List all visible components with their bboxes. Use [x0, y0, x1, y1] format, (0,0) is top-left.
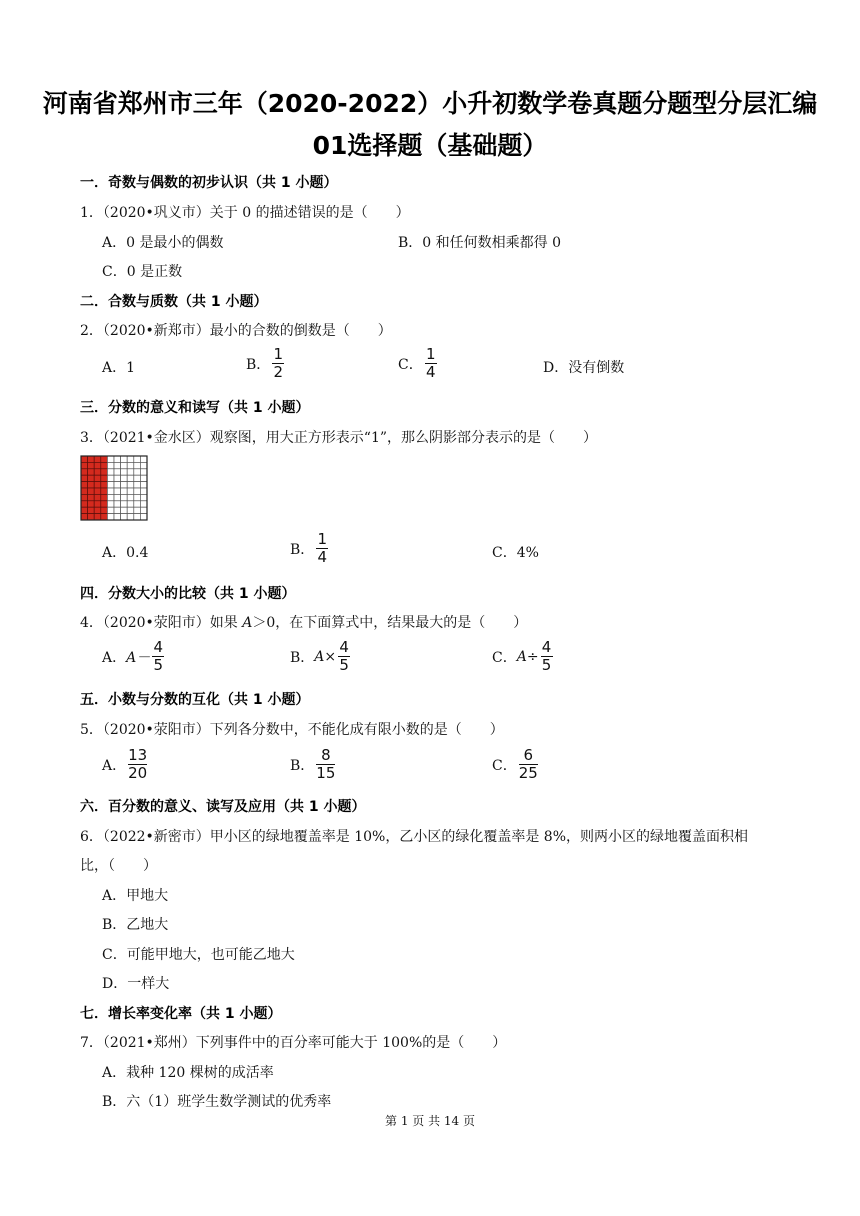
shaded-cell	[94, 456, 101, 462]
grid-cell	[121, 507, 128, 513]
fraction	[519, 747, 538, 782]
question-stem-line2: 比，（ ）	[80, 858, 157, 874]
shaded-cell	[88, 469, 95, 475]
grid-cell	[134, 488, 141, 494]
grid-cell	[107, 482, 114, 488]
expression: A÷	[516, 648, 539, 665]
variable: A	[242, 615, 253, 631]
grid-cell	[140, 488, 147, 494]
grid-cell	[107, 488, 114, 494]
shaded-cell	[81, 488, 88, 494]
shaded-cell	[94, 501, 101, 507]
section-heading: 六．百分数的意义、读写及应用（共 1 小题）	[80, 799, 366, 815]
numerator: 13	[128, 746, 148, 764]
shaded-cell	[81, 514, 88, 520]
grid-cell	[127, 494, 134, 500]
denominator: 15	[316, 764, 336, 783]
grid-cell	[127, 482, 134, 488]
shaded-cell	[101, 494, 108, 500]
numerator: 4	[339, 638, 349, 656]
grid-cell	[114, 494, 121, 500]
shaded-cell	[81, 462, 88, 468]
option-a	[102, 747, 147, 782]
question-stem-line1: 6．（2022•新密市）甲小区的绿地覆盖率是 10%，乙小区的绿化覆盖率是 8%，则两小区的绿地覆盖面积相	[80, 829, 749, 845]
grid-cell	[127, 469, 134, 475]
option-a: A．0.4	[102, 545, 149, 561]
fraction	[272, 346, 284, 381]
shaded-cell	[81, 469, 88, 475]
grid-cell	[140, 507, 147, 513]
grid-cell	[114, 514, 121, 520]
grid-cell	[140, 501, 147, 507]
shaded-cell	[101, 469, 108, 475]
option-label: A．	[102, 649, 127, 666]
shaded-cell	[88, 501, 95, 507]
shaded-cell	[88, 475, 95, 481]
grid-cell	[140, 462, 147, 468]
grid-cell	[107, 462, 114, 468]
grid-cell	[127, 456, 134, 462]
option-b	[246, 346, 284, 381]
question-stem: 7．（2021•郑州）下列事件中的百分率可能大于 100%的是（ ）	[80, 1035, 507, 1051]
grid-cell	[114, 488, 121, 494]
question-stem	[80, 612, 527, 632]
shaded-cell	[88, 488, 95, 494]
option-label: C．	[492, 649, 517, 666]
fraction	[541, 639, 553, 674]
grid-cell	[121, 482, 128, 488]
grid-cell	[140, 475, 147, 481]
denominator: 25	[518, 764, 538, 783]
grid-cell	[134, 475, 141, 481]
grid-cell	[140, 514, 147, 520]
numerator: 4	[541, 638, 552, 656]
denominator: 4	[425, 363, 436, 382]
grid-cell	[107, 475, 114, 481]
grid-cell	[134, 469, 141, 475]
section-heading: 七．增长率变化率（共 1 小题）	[80, 1006, 282, 1022]
stem-text: 4．（2020•荥阳市）如果	[80, 615, 243, 631]
shaded-cell	[101, 456, 108, 462]
denominator: 2	[273, 363, 284, 382]
stem-text: ＞0，在下面算式中，结果最大的是（ ）	[252, 615, 528, 631]
option-a	[102, 639, 164, 674]
option-label: B．	[246, 356, 271, 373]
option-d: D．一样大	[102, 976, 170, 992]
option-b	[290, 639, 350, 674]
shaded-cell	[94, 482, 101, 488]
shaded-cell	[94, 462, 101, 468]
numerator: 1	[425, 345, 436, 363]
numerator: 1	[317, 530, 328, 548]
option-c	[492, 747, 538, 782]
option-label: C．	[492, 757, 517, 774]
grid-cell	[107, 494, 114, 500]
option-a: A．甲地大	[102, 888, 169, 904]
shaded-cell	[88, 514, 95, 520]
page-footer: 第 1 页 共 14 页	[385, 1114, 475, 1128]
section-heading: 三．分数的意义和读写（共 1 小题）	[80, 400, 310, 416]
shaded-cell	[81, 494, 88, 500]
grid-cell	[127, 501, 134, 507]
shaded-cell	[94, 507, 101, 513]
option-c: C．可能甲地大，也可能乙地大	[102, 947, 295, 963]
denominator: 5	[153, 656, 164, 675]
option-c	[492, 639, 553, 674]
denominator: 4	[317, 548, 328, 567]
shaded-cell	[101, 462, 108, 468]
option-a: A．栽种 120 棵树的成活率	[102, 1065, 274, 1081]
option-b	[290, 747, 335, 782]
question-stem: 3．（2021•金水区）观察图，用大正方形表示“1”，那么阴影部分表示的是（ ）	[80, 430, 598, 446]
grid-cell	[134, 514, 141, 520]
grid-cell	[121, 456, 128, 462]
grid-cell	[121, 475, 128, 481]
shaded-cell	[94, 514, 101, 520]
fraction	[338, 639, 350, 674]
shaded-cell	[88, 507, 95, 513]
grid-cell	[121, 462, 128, 468]
fraction	[425, 346, 437, 381]
shaded-cell	[81, 475, 88, 481]
shaded-cell	[101, 488, 108, 494]
shaded-cell	[88, 456, 95, 462]
option-a: A．0 是最小的偶数	[102, 235, 224, 251]
expression: A×	[314, 648, 337, 665]
grid-cell	[107, 514, 114, 520]
grid-cell	[114, 475, 121, 481]
grid-cell	[127, 514, 134, 520]
grid-cell	[127, 462, 134, 468]
shaded-cell	[101, 501, 108, 507]
fraction	[316, 531, 328, 566]
grid-cell	[121, 514, 128, 520]
option-b: B．乙地大	[102, 917, 169, 933]
numerator: 1	[273, 345, 284, 363]
option-label: B．	[290, 649, 315, 666]
shaded-cell	[81, 482, 88, 488]
grid-cell	[114, 456, 121, 462]
grid-cell	[121, 501, 128, 507]
grid-cell	[114, 482, 121, 488]
grid-cell	[134, 462, 141, 468]
shaded-cell	[81, 501, 88, 507]
denominator: 20	[128, 764, 148, 783]
grid-cell	[134, 482, 141, 488]
shaded-cell	[101, 507, 108, 513]
grid-cell	[114, 462, 121, 468]
grid-cell	[134, 494, 141, 500]
doc-title-line2: 01选择题（基础题）	[312, 131, 548, 160]
expression: A－	[126, 649, 151, 666]
option-c: C．4%	[492, 545, 539, 561]
grid-cell	[107, 469, 114, 475]
option-b	[290, 531, 328, 566]
grid-cell	[134, 501, 141, 507]
option-d: D．没有倒数	[543, 360, 625, 376]
option-label: C．	[398, 356, 423, 373]
hundred-grid-figure	[80, 455, 148, 521]
grid-cell	[121, 469, 128, 475]
shaded-cell	[94, 494, 101, 500]
grid-cell	[107, 456, 114, 462]
shaded-cell	[88, 494, 95, 500]
grid-cell	[127, 488, 134, 494]
grid-cell	[127, 507, 134, 513]
fraction	[152, 639, 164, 674]
shaded-cell	[101, 482, 108, 488]
grid-cell	[140, 456, 147, 462]
shaded-cell	[94, 475, 101, 481]
grid-cell	[127, 475, 134, 481]
denominator: 5	[541, 656, 552, 675]
grid-cell	[121, 488, 128, 494]
numerator: 4	[153, 638, 164, 656]
numerator: 6	[523, 746, 534, 764]
fraction	[128, 747, 147, 782]
question-stem: 1．（2020•巩义市）关于 0 的描述错误的是（ ）	[80, 205, 410, 221]
option-c	[398, 346, 437, 381]
option-label: A．	[102, 757, 127, 774]
option-c: C．0 是正数	[102, 264, 183, 280]
shaded-cell	[88, 462, 95, 468]
shaded-cell	[81, 456, 88, 462]
grid-cell	[114, 507, 121, 513]
shaded-cell	[94, 488, 101, 494]
section-heading: 二．合数与质数（共 1 小题）	[80, 294, 268, 310]
shaded-cell	[94, 469, 101, 475]
shaded-cell	[81, 507, 88, 513]
shaded-cell	[101, 475, 108, 481]
grid-cell	[134, 507, 141, 513]
option-label: B．	[290, 757, 315, 774]
numerator: 8	[321, 746, 331, 764]
option-b: B．0 和任何数相乘都得 0	[398, 235, 562, 251]
section-heading: 五．小数与分数的互化（共 1 小题）	[80, 692, 310, 708]
section-heading: 四．分数大小的比较（共 1 小题）	[80, 586, 296, 602]
shaded-cell	[88, 482, 95, 488]
grid-cell	[114, 469, 121, 475]
question-stem: 2．（2020•新郑市）最小的合数的倒数是（ ）	[80, 323, 392, 339]
grid-cell	[134, 456, 141, 462]
doc-title-line1: 河南省郑州市三年（2020-2022）小升初数学卷真题分题型分层汇编	[42, 89, 818, 118]
denominator: 5	[339, 656, 349, 675]
option-label: B．	[290, 541, 315, 558]
grid-cell	[107, 507, 114, 513]
option-b: B．六（1）班学生数学测试的优秀率	[102, 1094, 332, 1110]
shaded-cell	[101, 514, 108, 520]
grid-cell	[140, 482, 147, 488]
grid-cell	[107, 501, 114, 507]
grid-cell	[140, 494, 147, 500]
option-a: A．1	[102, 360, 136, 376]
question-stem: 5．（2020•荥阳市）下列各分数中，不能化成有限小数的是（ ）	[80, 722, 504, 738]
grid-cell	[121, 494, 128, 500]
grid-cell	[140, 469, 147, 475]
section-heading: 一．奇数与偶数的初步认识（共 1 小题）	[80, 175, 338, 191]
grid-cell	[114, 501, 121, 507]
fraction	[316, 747, 335, 782]
